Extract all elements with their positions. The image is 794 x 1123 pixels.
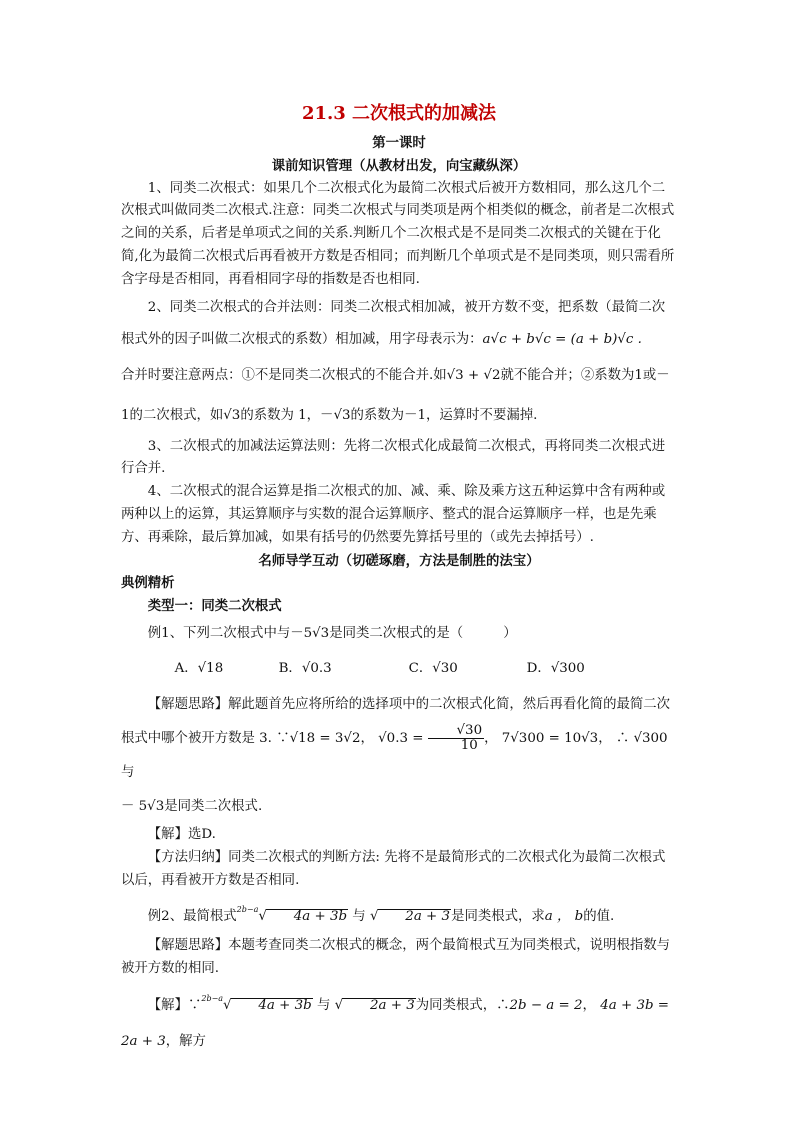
answer-radicand-1: 4a + 3b [231, 998, 313, 1013]
formula-neg-5sqrt3: － 5√3 [121, 798, 165, 814]
answer-text: 选D. [187, 826, 216, 842]
thinking-text-b: 与 [121, 764, 135, 780]
paragraph-3-part-b: 就不能合并；②系数为1或－1的二次根式，如 [121, 367, 670, 423]
paragraph-3-part-c: 的系数为 1，－ [240, 407, 334, 423]
option-a: A．√18 [174, 660, 224, 676]
example-1-formula: 5√3 [303, 625, 330, 641]
answer-label: 【解】 [147, 826, 188, 842]
answer-radicand-2: 2a + 3 [342, 998, 416, 1013]
example-1-answer [121, 824, 677, 847]
radical-1 [258, 909, 348, 924]
example-2-vars: a ， b [544, 909, 584, 925]
formula-sqrt0-3: √0.3 = [378, 730, 424, 746]
formula-therefore-sqrt300: ∴ √300 [615, 730, 668, 746]
paragraph-3-part-d: 的系数为－1，运算时不要漏掉. [350, 407, 538, 423]
example-2-answer: 【解】∵$^{2b-a}$√ 4a + 3b 与 √ 2a + 3为同类根式，∴2b − a = 2， 4a + 3b = 2a + 3，解方 [121, 981, 677, 1060]
example-2-text-c: 是同类根式，求 [451, 909, 545, 925]
thinking-text-2: 本题考查同类二次根式的概念，两个最简根式互为同类根式，说明根指数与被开方数的相同. [121, 938, 671, 977]
fraction-numerator: √30 [428, 724, 484, 739]
equation-1: 2b − a = 2 [509, 997, 583, 1013]
answer-label-2: 【解】 [147, 997, 188, 1013]
document-content [121, 100, 677, 1060]
example-1-options [121, 650, 677, 688]
paragraph-2 [121, 292, 677, 356]
option-c: C．√30 [408, 660, 458, 676]
example-2-text-d: 的值. [583, 909, 615, 925]
merge-formula: a√c + b√c = (a + b)√c . [482, 331, 642, 347]
example-1-text-b: 是同类二次根式的是（ ） [329, 625, 517, 641]
method-label: 【方法归纳】 [147, 849, 229, 865]
formula-neg-sqrt3: √3 [333, 407, 351, 423]
examples-heading: 典例精析 [121, 575, 175, 592]
thinking-text-a: 解此题首先应将所给的选择项中的二次根式化简，然后再看化简的最简二次根式中哪个被开方数是 3. ∵ [121, 696, 671, 746]
type1-heading: 类型一：同类二次根式 [147, 598, 282, 615]
radical-2 [370, 909, 451, 924]
paragraph-2-text: 2、同类二次根式的合并法则：同类二次根式相加减，被开方数不变，把系数（最简二次根式外的因子叫做二次根式的系数）相加减，用字母表示为： [121, 299, 666, 347]
formula-7sqrt300: 7√300 = 10√3 [501, 730, 599, 746]
example-1-thinking-cont [121, 790, 677, 824]
paragraph-5: 4、二次根式的混合运算是指二次根式的加、减、乘、除及乘方这五种运算中含有两种或两种以上的运算，其运算顺序与实数的混合运算顺序、整式的混合运算顺序一样，也是先乘方、再乘除，最后算加减，如果有括号的仍然要先算括号里的（或先去掉括号）. [121, 484, 666, 545]
page-title: 21.3 二次根式的加减法 [301, 103, 497, 124]
answer-2-text-d: ，解方 [165, 1033, 206, 1049]
method-text: 同类二次根式的判断方法: 先将不是最简形式的二次根式化为最简二次根式以后，再看被开方数是否相同. [121, 849, 666, 888]
radicand-1: 4a + 3b [266, 909, 348, 924]
thinking-label-2: 【解题思路】 [147, 938, 229, 954]
thinking-label: 【解题思路】 [147, 696, 229, 712]
fraction-sqrt30-over-10 [428, 724, 484, 753]
radicand-2: 2a + 3 [378, 909, 452, 924]
section-heading-interaction: 名师导学互动（切磋琢磨，方法是制胜的法宝） [258, 552, 540, 569]
root-index: 2b−a [236, 905, 259, 915]
formula-sqrt3-plus-sqrt2: √3 + √2 [446, 367, 501, 383]
example-2-text-b: 与 [352, 909, 366, 925]
example-1-method [121, 847, 677, 893]
example-2-text-a: 例2、最简根式 [147, 909, 237, 925]
paragraph-3 [121, 356, 677, 436]
answer-radical-1 [223, 998, 313, 1013]
formula-sqrt18: √18 = 3√2 [289, 730, 361, 746]
example-2 [121, 892, 677, 935]
paragraph-4: 3、二次根式的加减法运算法则：先将二次根式化成最简二次根式，再将同类二次根式进行合并. [121, 438, 666, 477]
paragraph-3-part-a: 合并时要注意两点：①不是同类二次根式的不能合并.如 [121, 367, 447, 383]
answer-2-text-b: 与 [316, 997, 331, 1013]
paragraph-1: 1、同类二次根式：如果几个二次根式化为最简二次根式后被开方数相同，那么这几个二次根式叫做同类二次根式.注意：同类二次根式与同类项是两个相类似的概念，前者是二次根式之间的关系，后者是单项式之间的关系.判断几个二次根式是不是同类二次根式的关键在于化简,化为最简二次根式后再看被开方数是否相同；而判断几个单项式是不是同类项，则只需看所含字母是否相同，再看相同字母的指数是否也相同. [121, 180, 675, 287]
answer-2-text-a: ∵ [187, 997, 202, 1013]
example-1-thinking: 【解题思路】解此题首先应将所给的选择项中的二次根式化简，然后再看化简的最简二次根式中哪个被开方数是 3. ∵√18 = 3√2， √0.3 = $\frac{√30}{10}$ ， 7√300 = 10√3， ∴ √300与 [121, 696, 671, 780]
root-index-2: 2b−a [201, 993, 224, 1003]
answer-radical-2 [335, 998, 416, 1013]
formula-sqrt3: √3 [223, 407, 241, 423]
option-b: B．√0.3 [278, 660, 332, 676]
answer-2-text-c: 为同类根式，∴ [415, 997, 510, 1013]
example-2-thinking [121, 935, 677, 981]
example-1-text-a: 例1、下列二次根式中与－ [147, 625, 304, 641]
equation-2: 4a + 3b = 2a + 3 [121, 997, 670, 1049]
example-1 [121, 618, 677, 650]
fraction-denominator: 10 [460, 737, 478, 753]
option-d: D．√300 [526, 660, 585, 676]
section-heading-knowledge: 课前知识管理（从教材出发，向宝藏纵深） [271, 157, 527, 174]
lesson-heading: 第一课时 [372, 135, 426, 151]
thinking-text-d: 是同类二次根式. [164, 798, 263, 814]
